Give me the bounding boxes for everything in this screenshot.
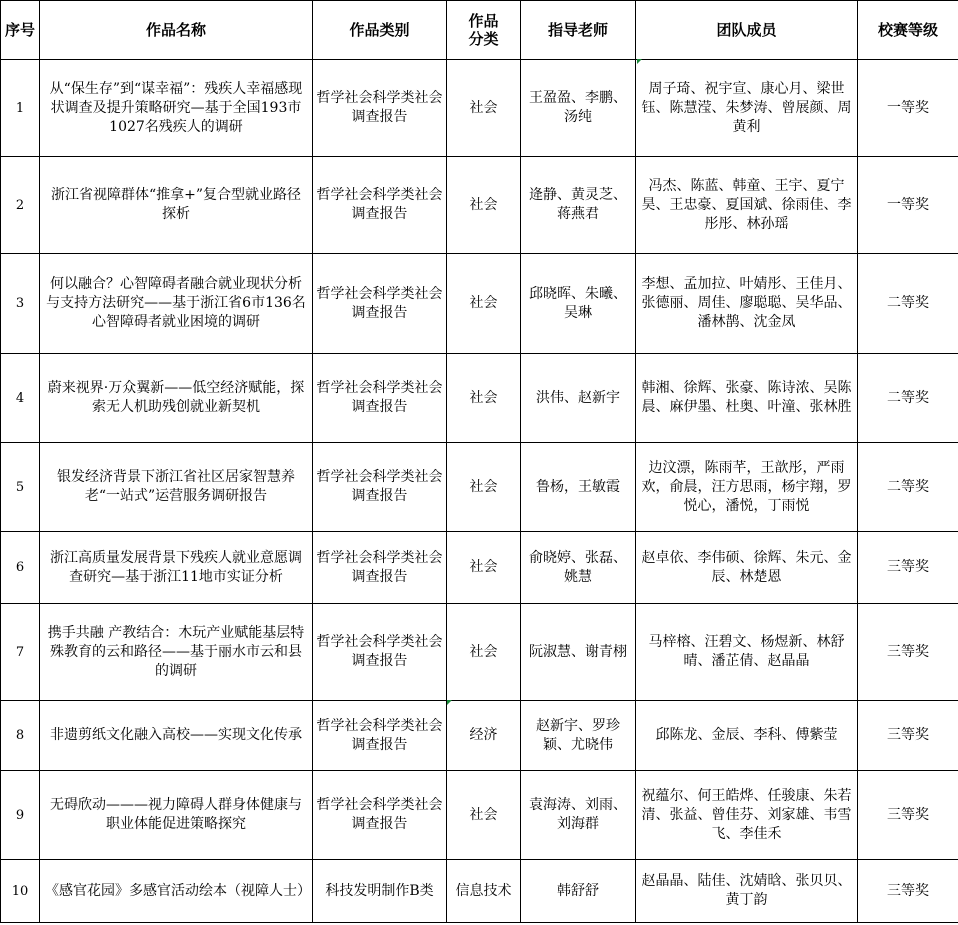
row-members: 祝蕴尔、何王皓烨、任骏康、朱若清、张益、曾佳芬、刘家雄、韦雪飞、李佳禾 [636, 771, 858, 860]
row-category: 哲学社会科学类社会调查报告 [313, 532, 447, 604]
row-advisor: 洪伟、赵新宇 [521, 354, 636, 443]
row-category: 科技发明制作B类 [313, 860, 447, 923]
header-members: 团队成员 [636, 1, 858, 60]
row-advisor: 逄静、黄灵芝、蒋燕君 [521, 157, 636, 254]
row-award: 二等奖 [858, 354, 958, 443]
header-category: 作品类别 [313, 1, 447, 60]
row-advisor: 王盈盈、李鹏、汤纯 [521, 60, 636, 157]
row-title: 浙江高质量发展背景下残疾人就业意愿调查研究—基于浙江11地市实证分析 [40, 532, 313, 604]
row-category: 哲学社会科学类社会调查报告 [313, 254, 447, 354]
table-row [1, 354, 958, 443]
row-advisor: 鲁杨，王敏霞 [521, 443, 636, 532]
row-category: 哲学社会科学类社会调查报告 [313, 604, 447, 701]
row-category: 哲学社会科学类社会调查报告 [313, 443, 447, 532]
row-seq: 9 [1, 771, 40, 860]
row-seq: 7 [1, 604, 40, 701]
row-classification: 社会 [447, 354, 521, 443]
table-row [1, 701, 958, 771]
row-classification: 社会 [447, 254, 521, 354]
table-row [1, 157, 958, 254]
row-award: 三等奖 [858, 771, 958, 860]
row-award: 二等奖 [858, 254, 958, 354]
header-classification: 作品 分类 [447, 1, 521, 60]
row-members: 邱陈龙、金辰、李科、傅紫莹 [636, 701, 858, 771]
row-classification: 社会 [447, 604, 521, 701]
row-classification: 经济 [447, 701, 521, 771]
row-classification: 社会 [447, 157, 521, 254]
row-advisor: 赵新宇、罗珍颖、尤晓伟 [521, 701, 636, 771]
row-title: 无碍欣动———视力障碍人群身体健康与职业体能促进策略探究 [40, 771, 313, 860]
row-classification: 社会 [447, 60, 521, 157]
row-seq: 10 [1, 860, 40, 923]
row-classification: 信息技术 [447, 860, 521, 923]
row-seq: 5 [1, 443, 40, 532]
header-award: 校赛等级 [858, 1, 958, 60]
row-classification: 社会 [447, 443, 521, 532]
row-category: 哲学社会科学类社会调查报告 [313, 157, 447, 254]
row-members: 周子琦、祝宇宣、康心月、梁世钰、陈慧滢、朱梦涛、曾展颜、周黄利 [636, 60, 858, 157]
cell-marker [447, 700, 452, 705]
row-award: 三等奖 [858, 701, 958, 771]
row-award: 三等奖 [858, 604, 958, 701]
row-seq: 2 [1, 157, 40, 254]
row-seq: 8 [1, 701, 40, 771]
row-classification: 社会 [447, 771, 521, 860]
row-seq: 1 [1, 60, 40, 157]
row-members: 边汶漂，陈雨芊，王歆彤，严雨欢，俞晨，汪方思雨，杨宇翔，罗悦心，潘悦，丁雨悦 [636, 443, 858, 532]
row-seq: 3 [1, 254, 40, 354]
row-title: 浙江省视障群体“推拿+”复合型就业路径探析 [40, 157, 313, 254]
row-category: 哲学社会科学类社会调查报告 [313, 60, 447, 157]
row-title: 从“保生存”到“谋幸福”：残疾人幸福感现状调查及提升策略研究—基于全国193市1027名残疾人的调研 [40, 60, 313, 157]
row-category: 哲学社会科学类社会调查报告 [313, 701, 447, 771]
row-seq: 6 [1, 532, 40, 604]
row-members: 冯杰、陈蓝、韩童、王宇、夏宁昊、王忠豪、夏国斌、徐雨佳、李彤彤、林孙瑶 [636, 157, 858, 254]
row-award: 二等奖 [858, 443, 958, 532]
row-advisor: 韩舒舒 [521, 860, 636, 923]
header-advisor: 指导老师 [521, 1, 636, 60]
row-title: 《感官花园》多感官活动绘本（视障人士） [40, 860, 313, 923]
header-seq: 序号 [1, 1, 40, 60]
table-row [1, 860, 958, 923]
header-title: 作品名称 [40, 1, 313, 60]
row-award: 一等奖 [858, 60, 958, 157]
header-row [1, 1, 958, 60]
row-advisor: 阮淑慧、谢青栩 [521, 604, 636, 701]
row-category: 哲学社会科学类社会调查报告 [313, 771, 447, 860]
row-members: 赵晶晶、陆佳、沈婧晗、张贝贝、黄丁韵 [636, 860, 858, 923]
row-classification: 社会 [447, 532, 521, 604]
cell-marker [637, 59, 642, 64]
row-members: 赵卓依、李伟硕、徐辉、朱元、金辰、林楚恩 [636, 532, 858, 604]
row-title: 非遗剪纸文化融入高校——实现文化传承 [40, 701, 313, 771]
row-title: 银发经济背景下浙江省社区居家智慧养老“一站式”运营服务调研报告 [40, 443, 313, 532]
row-members: 韩湘、徐辉、张豪、陈诗浓、吴陈晨、麻伊墨、杜奥、叶潼、张林胜 [636, 354, 858, 443]
table-row [1, 771, 958, 860]
table-row [1, 532, 958, 604]
row-advisor: 袁海涛、刘雨、刘海群 [521, 771, 636, 860]
table-row [1, 604, 958, 701]
row-title: 携手共融 产教结合：木玩产业赋能基层特殊教育的云和路径——基于丽水市云和县的调研 [40, 604, 313, 701]
table-row [1, 60, 958, 157]
row-members: 李想、孟加拉、叶婧彤、王佳月、张德丽、周佳、廖聪聪、吴华品、潘林鹊、沈金凤 [636, 254, 858, 354]
row-category: 哲学社会科学类社会调查报告 [313, 354, 447, 443]
row-title: 何以融合？心智障碍者融合就业现状分析与支持方法研究——基于浙江省6市136名心智障碍者就业困境的调研 [40, 254, 313, 354]
row-advisor: 俞晓婷、张磊、姚慧 [521, 532, 636, 604]
row-award: 三等奖 [858, 860, 958, 923]
row-title: 蔚来视界·万众翼新——低空经济赋能，探索无人机助残创就业新契机 [40, 354, 313, 443]
row-members: 马梓榕、汪碧文、杨煜新、林舒晴、潘芷倩、赵晶晶 [636, 604, 858, 701]
row-seq: 4 [1, 354, 40, 443]
row-advisor: 邱晓晖、朱曦、吴琳 [521, 254, 636, 354]
row-award: 一等奖 [858, 157, 958, 254]
table-row [1, 254, 958, 354]
table-row [1, 443, 958, 532]
row-award: 三等奖 [858, 532, 958, 604]
